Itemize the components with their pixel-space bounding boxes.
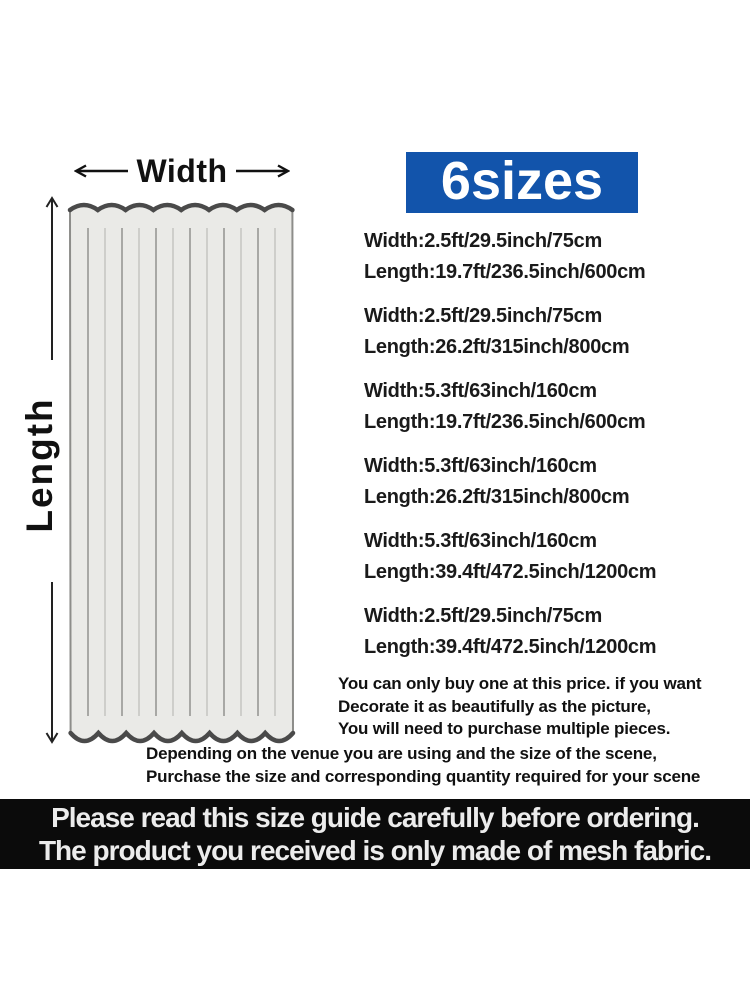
arrow-left-icon xyxy=(74,164,128,178)
purchase-note-line2: Decorate it as beautifully as the picture, xyxy=(338,696,651,716)
footer-line2: The product you received is only made of mesh fabric. xyxy=(38,835,712,866)
size-length-line: Length:39.4ft/472.5inch/1200cm xyxy=(364,561,657,583)
size-option-5 xyxy=(364,526,656,588)
venue-note-line1: Depending on the venue you are using and the size of the scene, xyxy=(146,744,657,763)
curtain-illustration xyxy=(58,188,302,748)
size-option-1 xyxy=(364,226,656,288)
size-length-line: Length:19.7ft/236.5inch/600cm xyxy=(364,411,646,433)
footer-banner xyxy=(0,799,750,869)
length-label: Length xyxy=(19,397,60,533)
sizes-list xyxy=(364,226,656,663)
size-width-line: Width:5.3ft/63inch/160cm xyxy=(364,530,597,552)
size-length-line: Length:19.7ft/236.5inch/600cm xyxy=(364,261,646,283)
size-width-line: Width:5.3ft/63inch/160cm xyxy=(364,455,597,477)
size-length-line: Length:26.2ft/315inch/800cm xyxy=(364,336,630,358)
size-option-2 xyxy=(364,301,656,363)
size-width-line: Width:2.5ft/29.5inch/75cm xyxy=(364,605,602,627)
venue-note-line2: Purchase the size and corresponding quantity required for your scene xyxy=(146,767,701,786)
width-label: Width xyxy=(136,152,228,189)
size-option-6 xyxy=(364,601,656,663)
arrow-right-icon xyxy=(236,164,290,178)
size-length-line: Length:26.2ft/315inch/800cm xyxy=(364,486,630,508)
size-width-line: Width:5.3ft/63inch/160cm xyxy=(364,380,597,402)
size-width-line: Width:2.5ft/29.5inch/75cm xyxy=(364,230,602,252)
purchase-note-line1: You can only buy one at this price. if you want xyxy=(338,674,702,693)
size-width-line: Width:2.5ft/29.5inch/75cm xyxy=(364,305,602,327)
sizes-count-banner: 6sizes xyxy=(406,152,638,213)
footer-line1: Please read this size guide carefully before ordering. xyxy=(51,802,699,833)
size-length-line: Length:39.4ft/472.5inch/1200cm xyxy=(364,636,657,658)
purchase-note-line3: You will need to purchase multiple pieces. xyxy=(338,719,671,738)
venue-note xyxy=(146,742,700,788)
size-option-3 xyxy=(364,376,656,438)
purchase-note xyxy=(338,673,701,741)
size-option-4 xyxy=(364,451,656,513)
